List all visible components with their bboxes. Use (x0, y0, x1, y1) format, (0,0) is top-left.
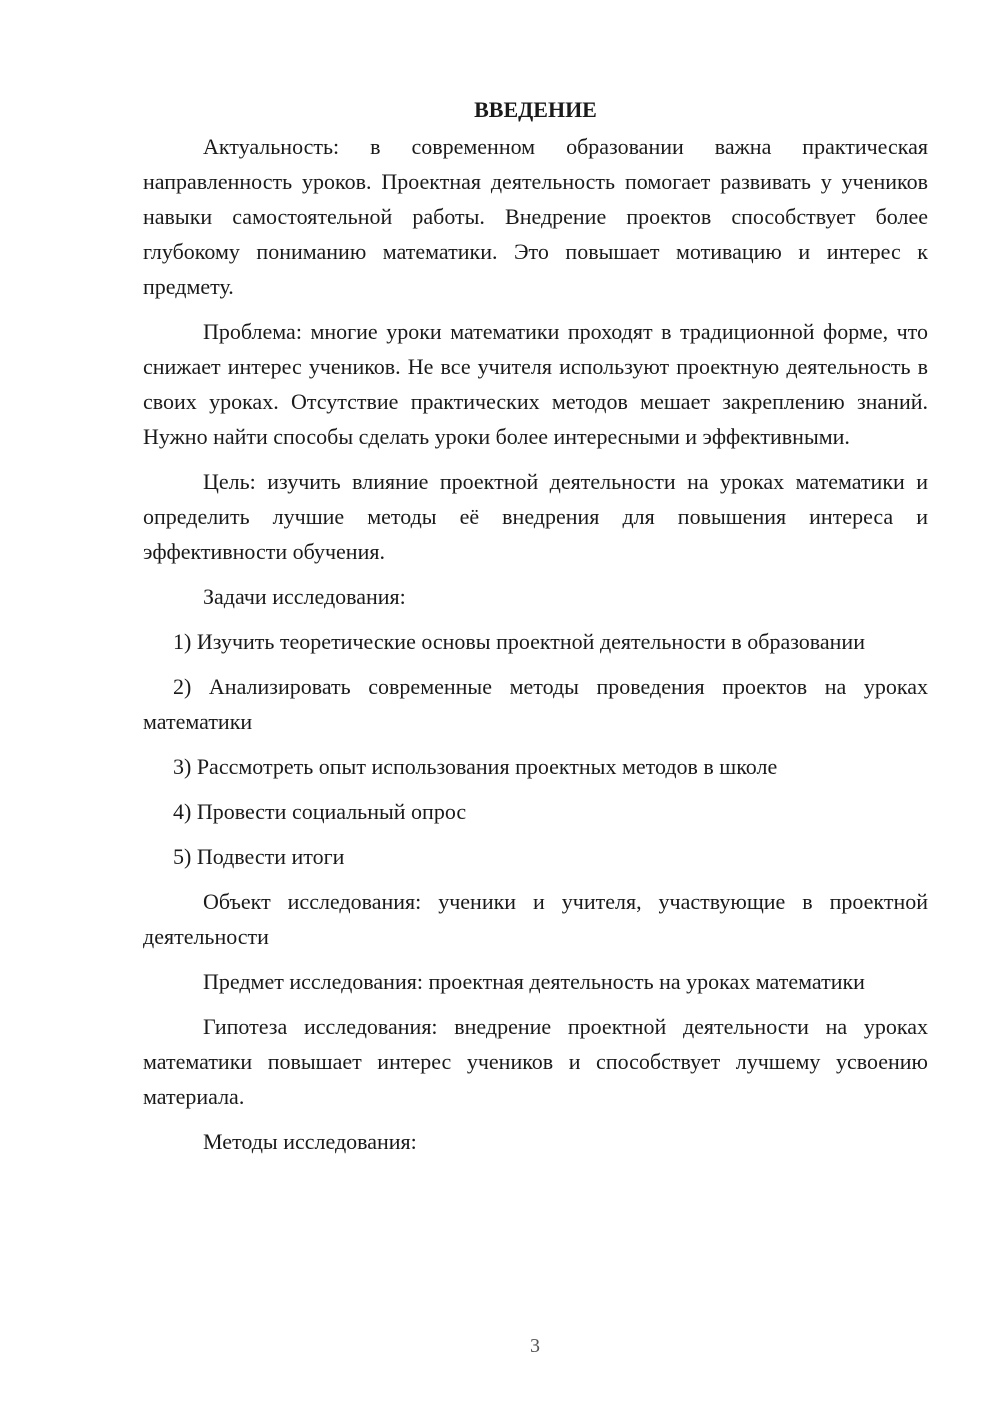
paragraph-subject: Предмет исследования: проектная деятельность на уроках математики (203, 969, 865, 994)
paragraph-goal: Цель: изучить влияние проектной деятельности на уроках математики и определить лучшие методы её внедрения для повышения интереса и эффективности обучения. (143, 469, 928, 564)
list-item: 5) Подвести итоги (173, 844, 345, 869)
paragraph-tasks-intro: Задачи исследования: (203, 584, 406, 609)
page-number: 3 (530, 1335, 540, 1357)
list-item: 4) Провести социальный опрос (173, 799, 467, 824)
tasks-list (143, 624, 928, 874)
paragraph-hypothesis: Гипотеза исследования: внедрение проектной деятельности на уроках математики повышает интерес учеников и способствует лучшему усвоению материала. (143, 1014, 928, 1109)
paragraph-methods-intro: Методы исследования: (203, 1129, 417, 1154)
paragraph-object: Объект исследования: ученики и учителя, участвующие в проектной деятельности (143, 889, 928, 949)
paragraph-relevance: Актуальность: в современном образовании важна практическая направленность уроков. Проектная деятельность помогает развивать у учеников навыки самостоятельной работы. Внедрение проектов способствует более глубокому пониманию математики. Это повышает мотивацию и интерес к предмету. (143, 134, 928, 299)
list-item: 1) Изучить теоретические основы проектной деятельности в образовании (173, 629, 865, 654)
list-item: 3) Рассмотреть опыт использования проектных методов в школе (173, 754, 778, 779)
section-heading: ВВЕДЕНИЕ (474, 97, 597, 122)
document-page (143, 92, 928, 1169)
paragraph-problem: Проблема: многие уроки математики проходят в традиционной форме, что снижает интерес учеников. Не все учителя используют проектную деятельность в своих уроках. Отсутствие практических методов мешает закреплению знаний. Нужно найти способы сделать уроки более интересными и эффективными. (143, 319, 928, 449)
list-item: 2) Анализировать современные методы проведения проектов на уроках математики (143, 674, 928, 734)
